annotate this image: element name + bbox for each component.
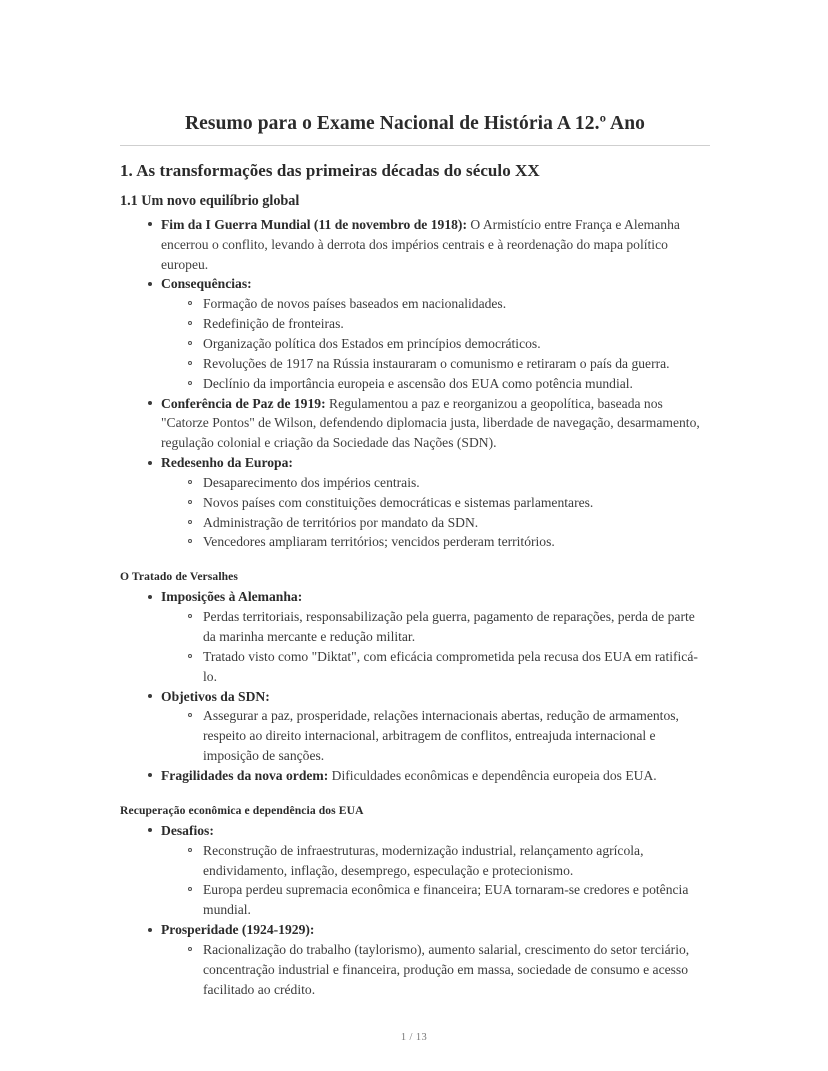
list-item-lead: Consequências:: [161, 276, 252, 292]
sub-bullet-list-imposicoes: [148, 607, 710, 686]
list-item: [148, 766, 710, 786]
sub-list-item: Tratado visto como "Diktat", com eficácia comprometida pela recusa dos EUA em ratificá-lo.: [188, 647, 710, 687]
list-item-lead: Fragilidades da nova ordem:: [161, 767, 329, 783]
list-item: [148, 821, 710, 841]
minor-heading-versalhes: O Tratado de Versalhes: [120, 570, 239, 584]
list-item-lead: Redesenho da Europa:: [161, 455, 293, 471]
sub-list-item: Revoluções de 1917 na Rússia instauraram o comunismo e retiraram o país da guerra.: [188, 354, 710, 374]
list-item: [148, 274, 710, 294]
sub-list-item: Administração de territórios por mandato da SDN.: [188, 513, 710, 533]
list-item-lead: Conferência de Paz de 1919:: [161, 395, 326, 411]
list-item-text: Regulamentou a paz e reorganizou a geopolítica, baseada nos "Catorze Pontos" de Wilson, defendendo diplomacia justa, liberdade de navegação, desarmamento, regulação colonial e criação da Sociedade das Nações (SDN).: [161, 395, 700, 451]
list-item-text: Dificuldades econômicas e dependência europeia dos EUA.: [328, 767, 657, 783]
sub-list-item: Desaparecimento dos impérios centrais.: [188, 473, 710, 493]
subsection-heading: 1.1 Um novo equilíbrio global: [120, 193, 300, 210]
sub-list-item: Organização política dos Estados em princípios democráticos.: [188, 334, 710, 354]
list-item: [148, 394, 710, 454]
sub-list-item: Assegurar a paz, prosperidade, relações internacionais abertas, redução de armamentos, respeito ao direito internacional, arbitragem de conflitos, entreajuda internacional e imposição de sanções.: [188, 706, 710, 766]
sub-list-item: Declínio da importância europeia e ascensão dos EUA como potência mundial.: [188, 374, 710, 394]
sub-list-item: Perdas territoriais, responsabilização pela guerra, pagamento de reparações, perda de parte da marinha mercante e redução militar.: [188, 607, 710, 647]
list-item-lead: Prosperidade (1924-1929):: [161, 922, 315, 938]
sub-list-item: Formação de novos países baseados em nacionalidades.: [188, 294, 710, 314]
bullet-list-equilibrio: [120, 215, 710, 552]
list-item-lead: Desafios:: [161, 822, 214, 838]
sub-bullet-list-redesenho: [148, 473, 710, 552]
sub-bullet-list-objetivos-sdn: [148, 706, 710, 766]
list-item-text: O Armistício entre França e Alemanha encerrou o conflito, levando à derrota dos impérios centrais e à reordenação do mapa político europeu.: [161, 216, 680, 272]
sub-list-item: Reconstrução de infraestruturas, modernização industrial, relançamento agrícola, endividamento, inflação, desemprego, especulação e protecionismo.: [188, 841, 710, 881]
minor-heading-recuperacao: Recuperação econômica e dependência dos EUA: [120, 803, 364, 817]
list-item: [148, 920, 710, 940]
bullet-list-recuperacao: [120, 821, 710, 1000]
sub-list-item: Racionalização do trabalho (taylorismo), aumento salarial, crescimento do setor terciário, concentração industrial e financeira, produção em massa, sociedade de consumo e acesso facilitado ao crédito.: [188, 940, 710, 1000]
list-item-lead: Fim da I Guerra Mundial (11 de novembro de 1918):: [161, 216, 467, 232]
section-heading: 1. As transformações das primeiras décadas do século XX: [120, 161, 540, 181]
list-item-lead: Imposições à Alemanha:: [161, 589, 303, 605]
list-item: [148, 587, 710, 607]
sub-list-item: Novos países com constituições democráticas e sistemas parlamentares.: [188, 493, 710, 513]
sub-bullet-list-prosperidade: [148, 940, 710, 1000]
title-divider: [120, 145, 710, 146]
sub-list-item: Europa perdeu supremacia econômica e financeira; EUA tornaram-se credores e potência mundial.: [188, 880, 710, 920]
bullet-list-versalhes: [120, 587, 710, 785]
document-title: Resumo para o Exame Nacional de História A 12.º Ano: [184, 113, 646, 134]
sub-list-item: Redefinição de fronteiras.: [188, 314, 710, 334]
list-item: [148, 453, 710, 473]
list-item-lead: Objetivos da SDN:: [161, 688, 270, 704]
list-item: [148, 687, 710, 707]
list-item: [148, 215, 710, 275]
sub-list-item: Vencedores ampliaram territórios; vencidos perderam territórios.: [188, 532, 710, 552]
page-number-footer: 1 / 13: [400, 1032, 428, 1043]
sub-bullet-list-desafios: [148, 841, 710, 920]
sub-bullet-list-consequencias: [148, 294, 710, 393]
